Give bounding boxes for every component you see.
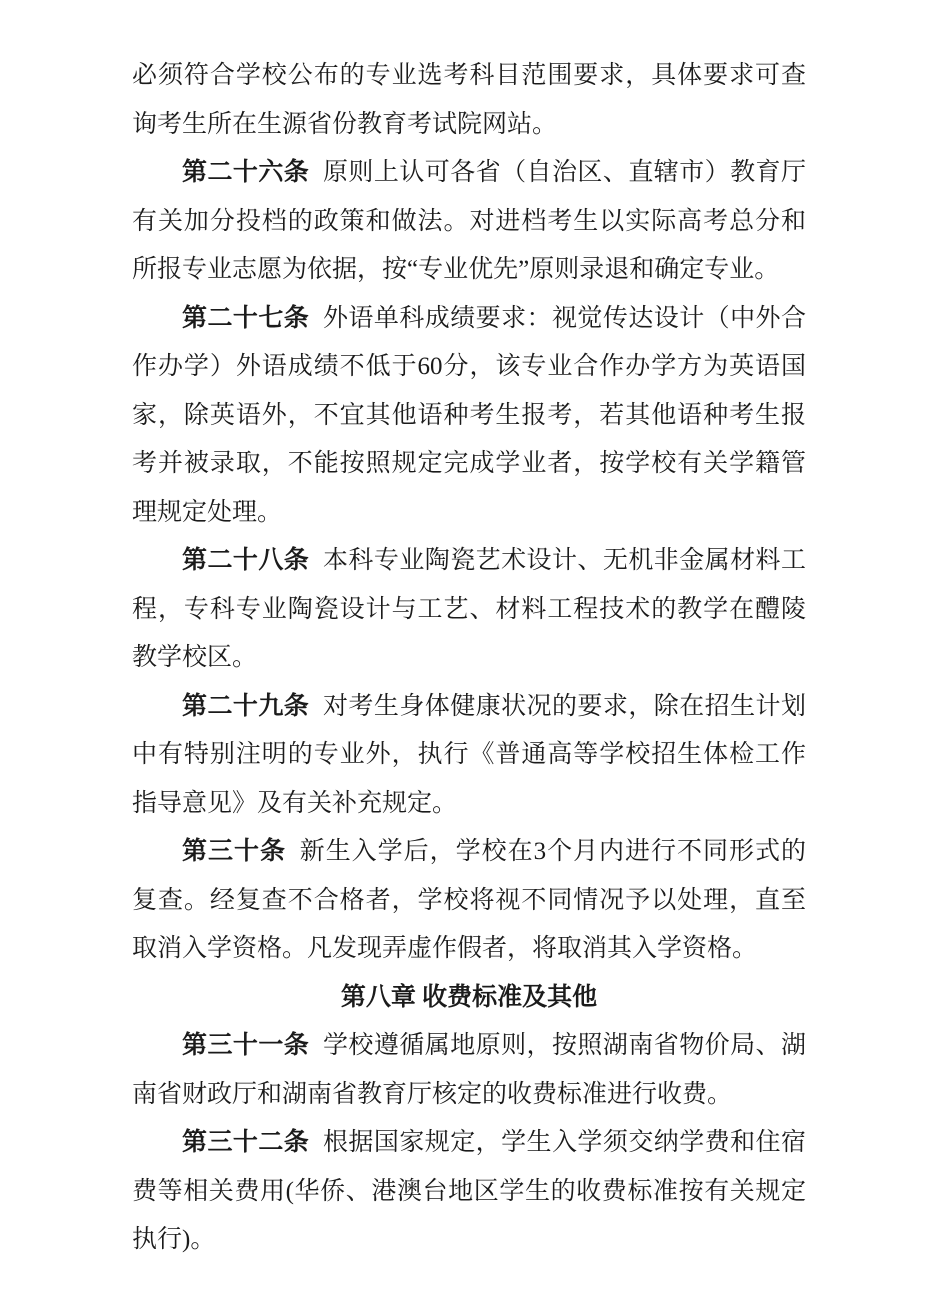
paragraph-article-31 [132,1022,806,1119]
article-31-number: 第三十一条 [182,1032,310,1059]
paragraph-article-29 [132,683,806,829]
paragraph-continuation-text: 必须符合学校公布的专业选考科目范围要求，具体要求可查询考生所在生源省份教育考试院网站。 [132,62,806,138]
paragraph-article-28 [132,537,806,683]
paragraph-continuation [132,52,806,149]
article-29-text: 对考生身体健康状况的要求，除在招生计划中有特别注明的专业外，执行《普通高等学校招生体检工作指导意见》及有关补充规定。 [132,692,806,817]
article-32-number: 第三十二条 [182,1129,310,1156]
article-30-text: 新生入学后，学校在3个月内进行不同形式的复查。经复查不合格者，学校将视不同情况予以处理，直至取消入学资格。凡发现弄虚作假者，将取消其入学资格。 [132,838,806,962]
article-26-number: 第二十六条 [182,159,310,186]
chapter-heading: 第八章 收费标准及其他 [340,983,598,1011]
paragraph-article-26 [132,149,806,295]
article-28-text: 本科专业陶瓷艺术设计、无机非金属材料工程，专科专业陶瓷设计与工艺、材料工程技术的教学在醴陵教学校区。 [132,547,806,671]
article-27-number: 第二十七条 [182,304,310,332]
article-28-number: 第二十八条 [182,547,310,574]
article-27-text: 外语单科成绩要求：视觉传达设计（中外合作办学）外语成绩不低于60分，该专业合作办学方为英语国家，除英语外，不宜其他语种考生报考，若其他语种考生报考并被录取，不能按照规定完成学业者，按学校有关学籍管理规定处理。 [132,304,806,526]
paragraph-article-32 [132,1119,806,1265]
article-29-number: 第二十九条 [182,692,310,720]
article-32-text: 根据国家规定，学生入学须交纳学费和住宿费等相关费用(华侨、港澳台地区学生的收费标准按有关规定执行)。 [132,1129,806,1253]
paragraph-article-30 [132,828,806,974]
article-26-text: 原则上认可各省（自治区、直辖市）教育厅有关加分投档的政策和做法。对进档考生以实际高考总分和所报专业志愿为依据，按“专业优先”原则录退和确定专业。 [132,159,806,283]
article-30-number: 第三十条 [182,838,286,865]
paragraph-article-27 [132,295,806,538]
article-31-text: 学校遵循属地原则，按照湖南省物价局、湖南省财政厅和湖南省教育厅核定的收费标准进行收费。 [132,1032,806,1108]
